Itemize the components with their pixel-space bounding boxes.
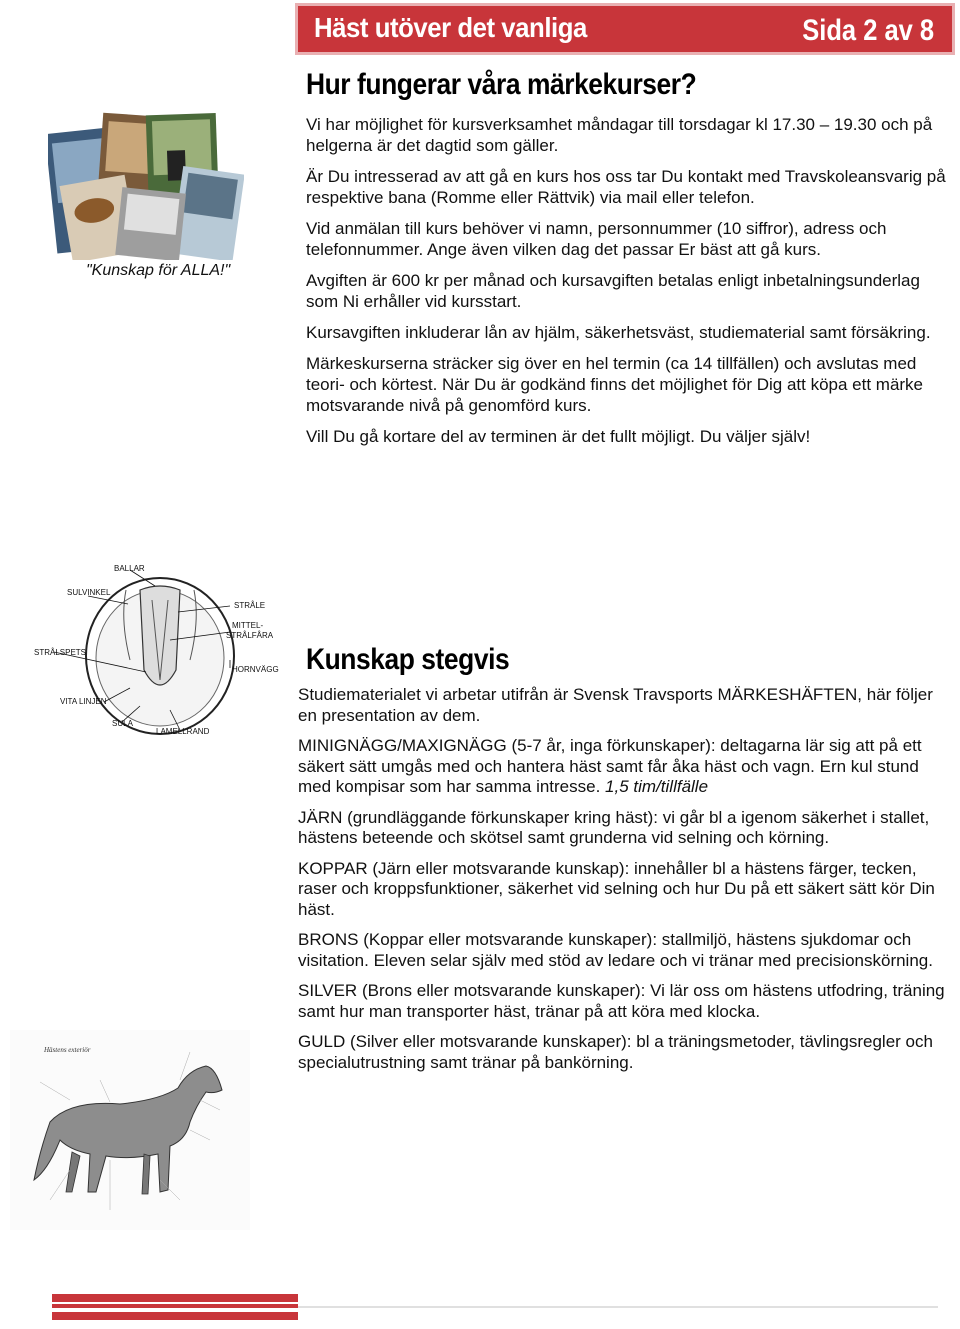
- footer-decoration: [48, 1290, 938, 1326]
- level-miniganagg: MINIGNÄGG/MAXIGNÄGG (5-7 år, inga förkunskaper): deltagarna lär sig att på ett säkert sätt umgås med och hantera häst samt får åka häst och vagn. Ern kul stund med kompisar som har samma intresse. 1,5 tim/tillfälle: [298, 736, 922, 796]
- horse-anatomy-diagram: [10, 1030, 250, 1230]
- level-name: JÄRN: [298, 807, 343, 827]
- page-header: [298, 6, 952, 52]
- label-hornvagg: HORNVÄGG: [232, 665, 279, 674]
- paragraph-schedule: Vi har möjlighet för kursverksamhet måndagar till torsdagar kl 17.30 – 19.30 och på helgerna är det dagtid som gäller.: [306, 115, 933, 155]
- hoof-diagram: [30, 560, 292, 742]
- level-name: SILVER: [298, 981, 358, 1000]
- label-stralspets: STRÅLSPETS: [34, 648, 87, 657]
- level-koppar: KOPPAR (Järn eller motsvarande kunskap): innehåller bl a hästens färger, tecken, raser och kroppsfunktioner, säkerhet vid selning och hur Du på ett säkert sätt kör Din häst.: [298, 858, 935, 919]
- level-silver: SILVER (Brons eller motsvarande kunskaper): Vi lär oss om hästens utfodring, träning samt hur man transporter häst, tränar på att köra med klocka.: [298, 981, 945, 1021]
- horse-photos-collage: [48, 110, 244, 260]
- label-sula: SULA: [112, 719, 133, 728]
- section-heading-courses: Hur fungerar våra märkekurser?: [306, 68, 697, 101]
- section-heading-knowledge: Kunskap stegvis: [306, 643, 510, 676]
- label-vitalinjen: VITA LINJEN: [60, 697, 107, 706]
- label-lamellrand: LAMELLRAND: [156, 727, 210, 736]
- label-stralfara: STRÅLFÅRA: [226, 631, 274, 640]
- level-guld: GULD (Silver eller motsvarande kunskaper): bl a träningsmetoder, tävlingsregler och specialutrustning samt tränar på bankörning.: [298, 1032, 933, 1072]
- page-number: Sida 2 av 8: [802, 14, 934, 47]
- level-name: BRONS: [298, 930, 359, 949]
- paragraph-includes: Kursavgiften inkluderar lån av hjälm, säkerhetsväst, studiematerial samt försäkring.: [306, 323, 931, 342]
- paragraph-intro: Studiematerialet vi arbetar utifrån är Svensk Travsports MÄRKESHÄFTEN, här följer en presentation av dem.: [298, 685, 933, 725]
- courses-body: [306, 114, 946, 457]
- paragraph-contact: Är Du intresserad av att gå en kurs hos oss tar Du kontakt med Travskoleansvarig på respektive bana (Romme eller Rättvik) via mail eller telefon.: [306, 167, 946, 207]
- label-sulvinkel: SULVINKEL: [67, 588, 111, 597]
- paragraph-shorter: Vill Du gå kortare del av terminen är det fullt möjligt. Du väljer själv!: [306, 427, 811, 446]
- level-jarn: JÄRN (grundläggande förkunskaper kring häst): vi går bl a igenom säkerhet i stallet, hästens beteende och skötsel samt grunderna vid selning och körning.: [298, 807, 930, 847]
- knowledge-body: [298, 685, 950, 1083]
- photo-caption: "Kunskap för ALLA!": [86, 262, 231, 279]
- level-name: MINIGNÄGG/MAXIGNÄGG: [298, 736, 507, 755]
- newsletter-title: Häst utöver det vanliga: [314, 12, 587, 43]
- paragraph-registration: Vid anmälan till kurs behöver vi namn, personnummer (10 siffror), adress och telefonnummer. Ange även vilken dag det passar Er bäst att gå kurs.: [306, 219, 887, 259]
- level-name: KOPPAR: [298, 858, 368, 878]
- label-strale: STRÅLE: [234, 601, 266, 610]
- level-brons: BRONS (Koppar eller motsvarande kunskaper): stallmiljö, hästens sjukdomar och visitation. Eleven selar själv med stöd av ledare och vi tränar med precisionskörning.: [298, 930, 933, 970]
- horse-diagram-title: Hästens exteriör: [44, 1046, 91, 1054]
- paragraph-term: Märkeskurserna sträcker sig över en hel termin (ca 14 tillfällen) och avslutas med teori- och körtest. När Du är godkänd finns det möjlighet för Dig att köpa ett märke motsvarande nivå på genomförd kurs.: [306, 354, 924, 415]
- level-name: GULD: [298, 1032, 346, 1051]
- paragraph-fee: Avgiften är 600 kr per månad och kursavgiften betalas enligt inbetalningsunderlag som Ni erhåller vid kursstart.: [306, 271, 920, 311]
- label-mittel: MITTEL-: [232, 621, 264, 630]
- level-duration: 1,5 tim/tillfälle: [605, 777, 709, 796]
- label-ballar: BALLAR: [114, 564, 145, 573]
